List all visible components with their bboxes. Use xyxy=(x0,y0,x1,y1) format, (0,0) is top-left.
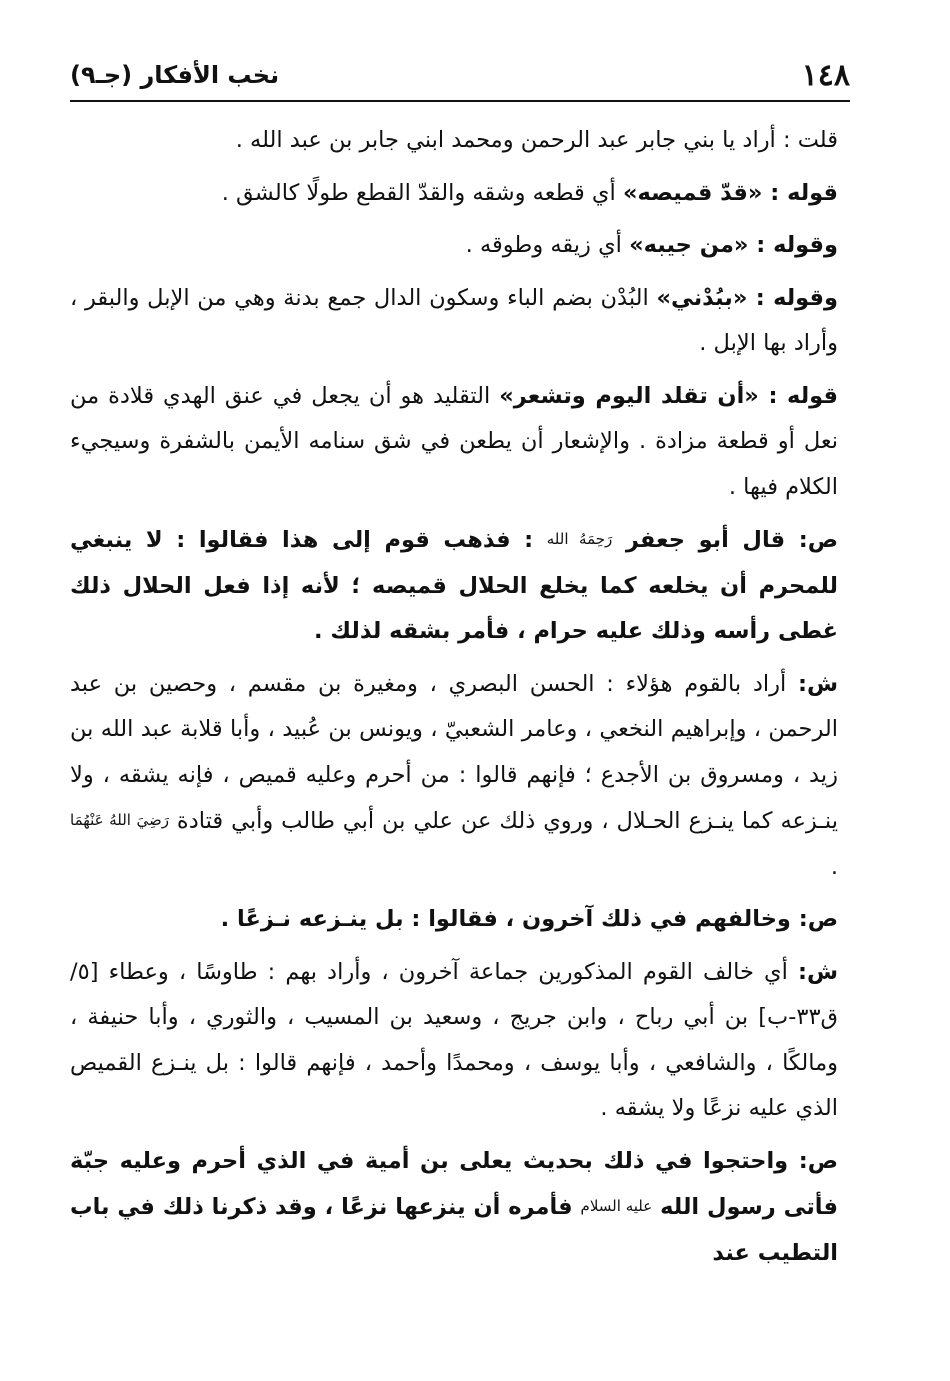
paragraph-text: البُدْن بضم الباء وسكون الدال جمع بدنة وهي من الإبل والبقر ، وأراد بها الإبل . xyxy=(70,284,838,356)
sad-section-1 xyxy=(70,517,838,655)
shin-suffix: . xyxy=(830,853,838,880)
paragraph-text: أي قطعه وشقه والقدّ القطع طولًا كالشق . xyxy=(221,179,623,206)
sad-text: فأمره أن ينزعها نزعًا ، وقد ذكرنا ذلك في باب التطيب عند xyxy=(70,1194,838,1266)
shin-lead: ش: xyxy=(797,958,838,985)
page-number: ١٤٨ xyxy=(801,57,850,93)
paragraph-min-jaybihi xyxy=(70,223,838,269)
sad-text: ص: وخالفهم في ذلك آخرون ، فقالوا : بل ينـزعه نـزعًا . xyxy=(220,906,838,932)
shin-lead: ش: xyxy=(797,670,838,697)
shin-text: أراد بالقوم هؤلاء : الحسن البصري ، ومغيرة بن مقسم ، وحصين بن عبد الرحمن ، وإبراهيم النخعي ، وعامر الشعبيّ ، ويونس بن عُبيد ، وأبا قلابة عبد الله بن زيد ، ومسروق بن الأجدع ؛ فإنهم قالوا : من أحرم وعليه قميص ، فإنه يشقه ، ولا ينـزعه كما ينـزع الحـلال ، وروي ذلك عن علي بن أبي طالب وأبي قتادة xyxy=(70,670,838,834)
shin-section-2 xyxy=(70,950,838,1132)
shin-section-1 xyxy=(70,662,838,891)
honorific-glyph: رَضِيَ اللهُ عَنْهُمَا xyxy=(70,811,169,829)
paragraph-lead: وقوله : «ببُدْني» xyxy=(656,284,838,311)
header-divider xyxy=(70,100,850,102)
paragraph-text: قلت : أراد يا بني جابر عبد الرحمن ومحمد ابني جابر بن عبد الله . xyxy=(235,127,838,153)
sad-prefix: ص: واحتجوا في ذلك بحديث يعلى بن أمية في الذي أحرم وعليه جبّة فأتى رسول الله xyxy=(70,1147,838,1220)
paragraph-text: التقليد هو أن يجعل في عنق الهدي قلادة من نعل أو قطعة مزادة . والإشعار أن يطعن في شق سنامه الأيمن بالشفرة وسيجيء الكلام فيها . xyxy=(70,382,838,500)
honorific-glyph: عليه السلام xyxy=(580,1197,653,1215)
paragraph-budni xyxy=(70,276,838,367)
book-title: نخب الأفكار (جـ٩) xyxy=(70,61,280,89)
paragraph-text: أي زيقه وطوقه . xyxy=(465,232,630,258)
sad-section-2 xyxy=(70,897,838,943)
paragraph-lead: قوله : «أن تقلد اليوم وتشعر» xyxy=(499,382,838,409)
sad-prefix: ص: قال أبو جعفر xyxy=(612,527,838,553)
running-header xyxy=(70,52,850,98)
shin-text: أي خالف القوم المذكورين جماعة آخرون ، وأراد بهم : طاوسًا ، وعطاء [٥/ق٣٣-ب] بن أبي رباح ، وابن جريج ، وسعيد بن المسيب ، والثوري ، وأبا حنيفة ، ومالكًا ، والشافعي ، وأبا يوسف ، ومحمدًا وأحمد ، فإنهم قالوا : بل ينـزع القميص الذي عليه نزعًا ولا يشقه . xyxy=(70,958,838,1121)
sad-section-3 xyxy=(70,1139,838,1277)
paragraph-qawluhu-qadd xyxy=(70,171,838,217)
sad-text: : فذهب قوم إلى هذا فقالوا : لا ينبغي للمحرم أن يخلعه كما يخلع الحلال قميصه ؛ لأنه إذا فعل الحلال ذلك غطى رأسه وذلك عليه حرام ، فأمر بشقه لذلك . xyxy=(70,527,838,644)
honorific-glyph: رَحِمَهُ الله xyxy=(546,530,613,548)
page-body xyxy=(70,118,838,1283)
paragraph-lead: وقوله : «من جيبه» xyxy=(629,232,838,258)
paragraph-qult xyxy=(70,118,838,164)
paragraph-lead: قوله : «قدّ قميصه» xyxy=(622,179,838,206)
paragraph-taqlid xyxy=(70,374,838,511)
